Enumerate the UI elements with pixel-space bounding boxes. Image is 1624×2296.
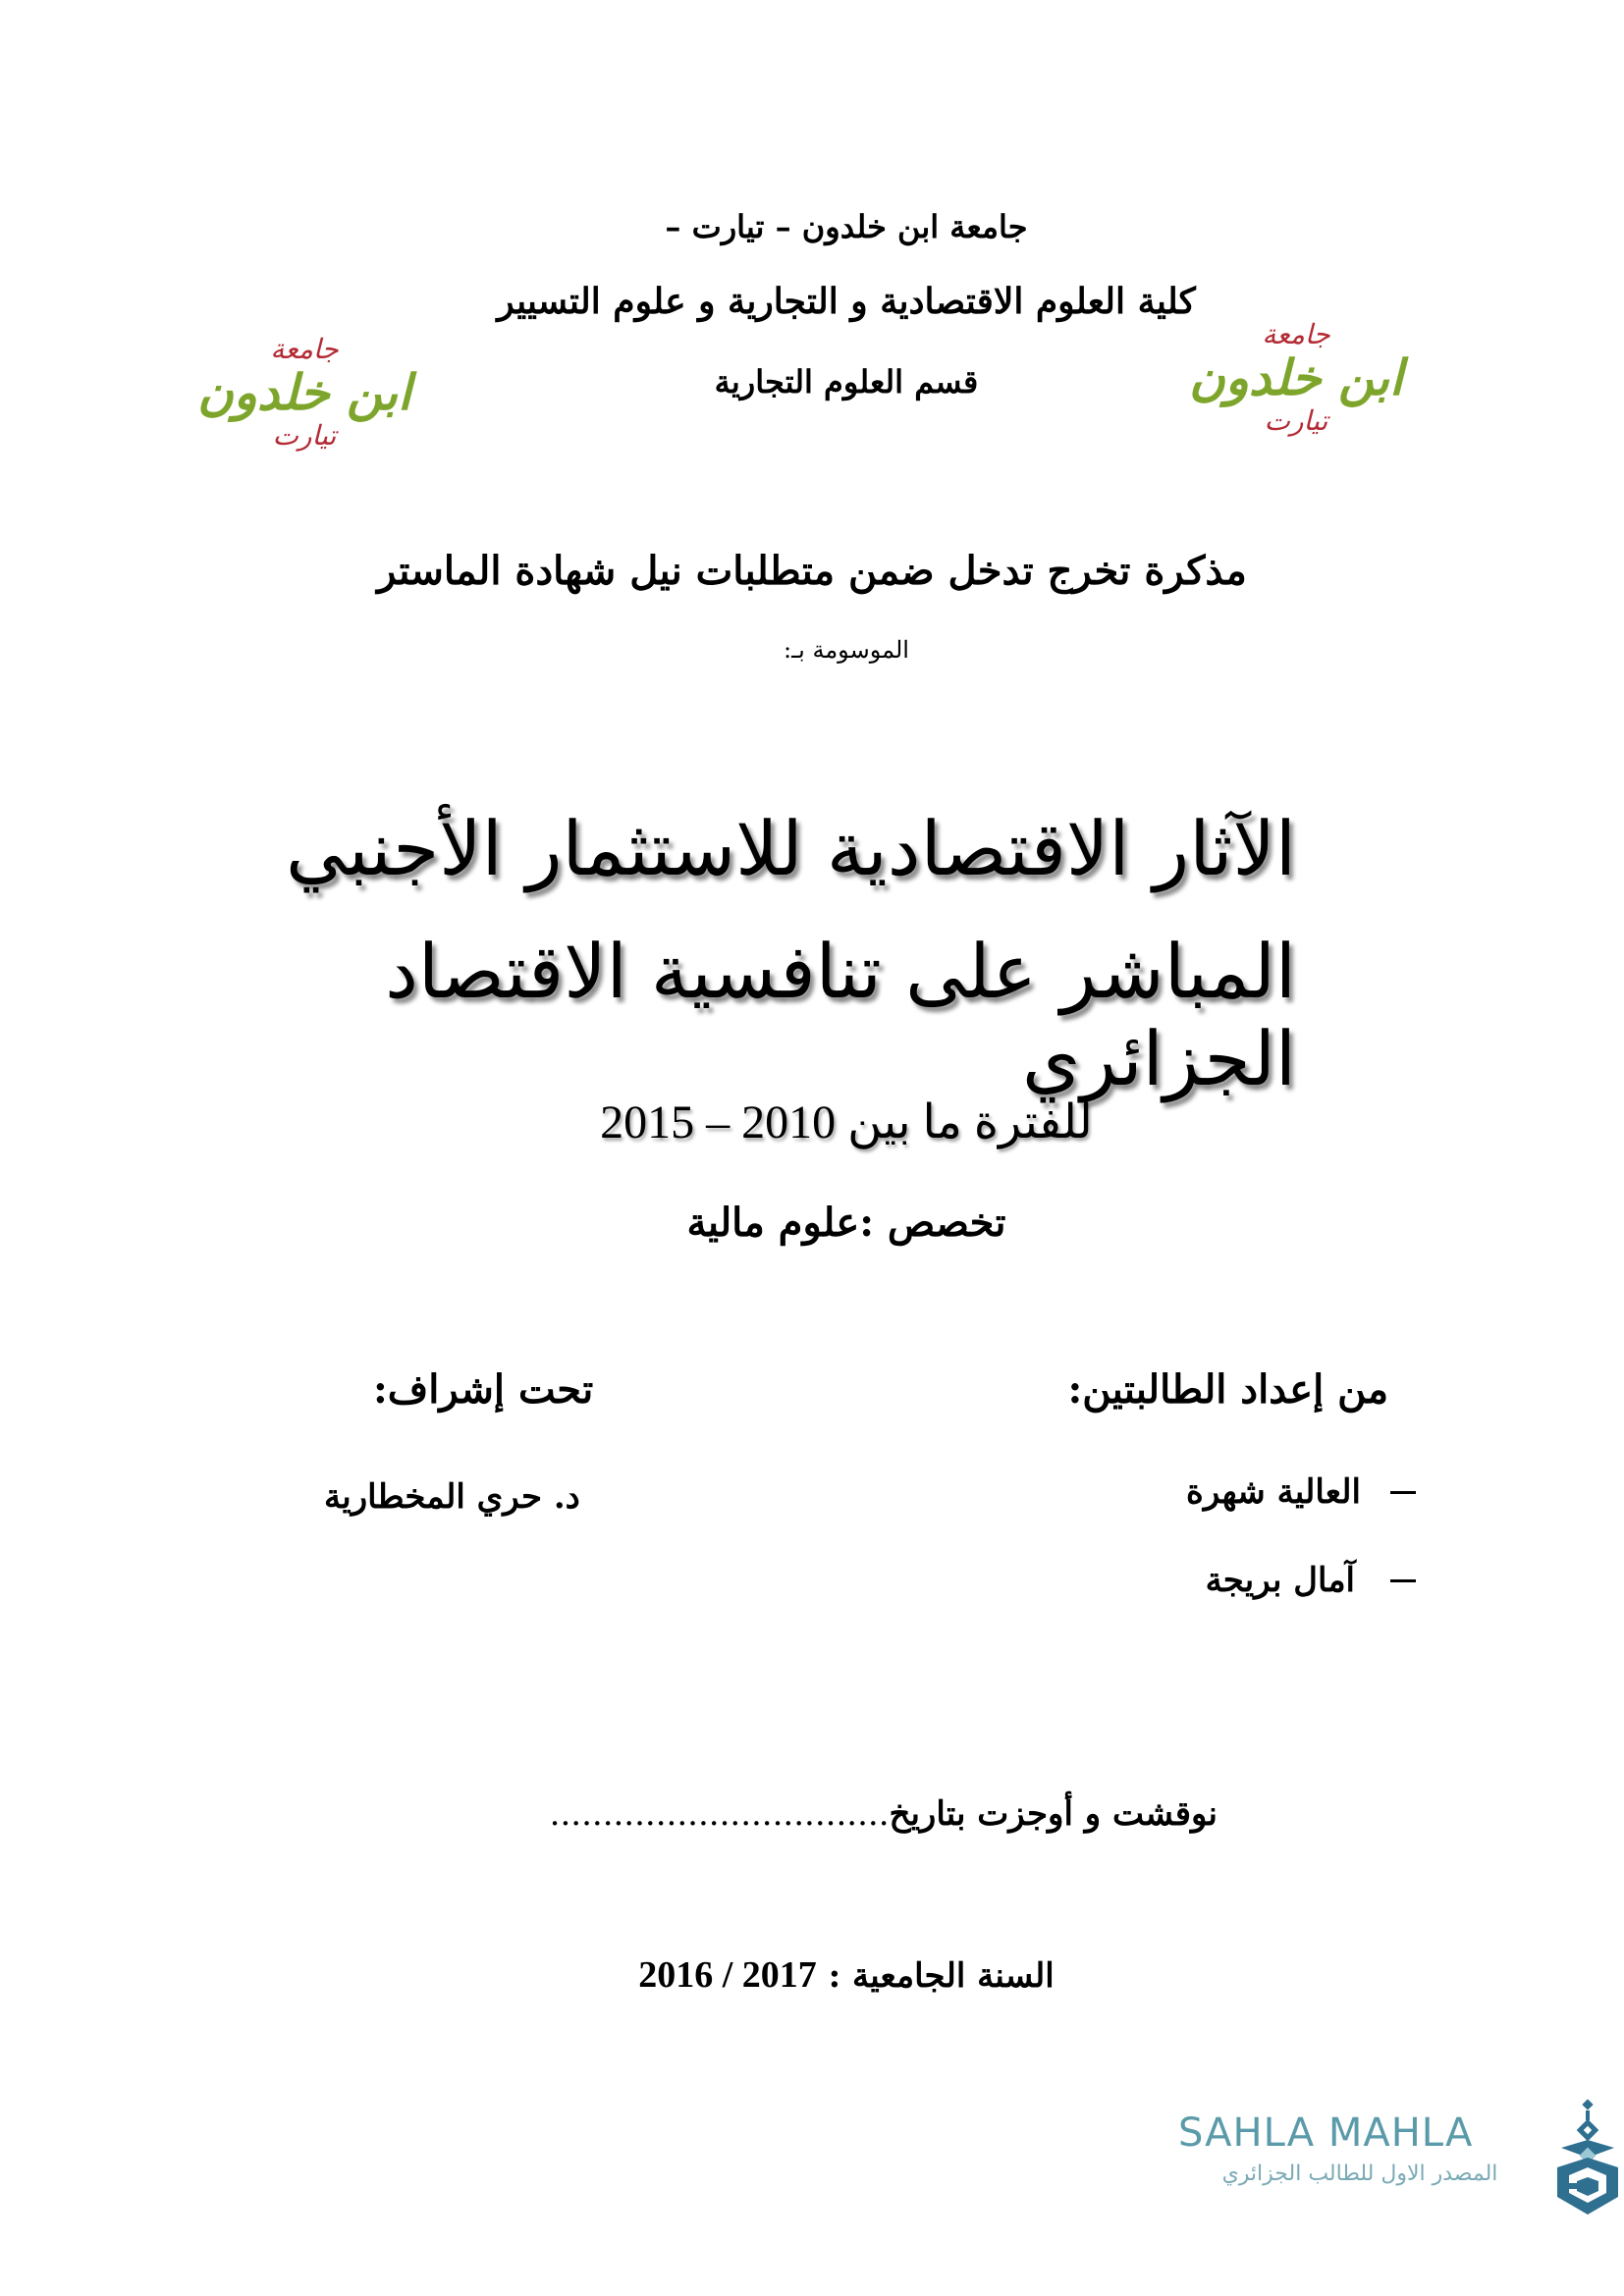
- student-name: آمال بريجة: [1205, 1561, 1355, 1600]
- department-name: قسم العلوم التجارية: [714, 363, 979, 400]
- thesis-title-line-1: الآثار الاقتصادية للاستثمار الأجنبي: [286, 805, 1296, 892]
- students-label: من إعداد الطالبتين:: [1067, 1366, 1388, 1413]
- supervisor-label: تحت إشراف:: [373, 1366, 594, 1413]
- memo-statement: مذكرة تخرج تدخل ضمن متطلبات نيل شهادة الماستر: [377, 548, 1247, 594]
- dash-bullet-icon: [1390, 1579, 1416, 1582]
- calligraphy-emblem-icon: [1553, 2099, 1622, 2216]
- academic-year-label: السنة الجامعية :: [828, 1956, 1055, 1996]
- study-period: للفترة ما بين 2010 – 2015: [600, 1096, 1093, 1148]
- sahla-mahla-watermark: [1178, 2110, 1620, 2238]
- student-item: [1186, 1472, 1416, 1512]
- student-name: العالية شهرة: [1186, 1472, 1361, 1512]
- specialty: تخصص :علوم مالية: [686, 1200, 1006, 1246]
- university-name: جامعة ابن خلدون – تيارت –: [665, 208, 1028, 245]
- defense-date-label: نوقشت و أوجزت بتاريخ: [889, 1794, 1218, 1834]
- logo-top-text: جامعة: [1262, 318, 1330, 350]
- academic-year-value: 2016 / 2017: [638, 1954, 817, 1996]
- academic-year: [0, 1953, 1624, 1997]
- watermark-title: SAHLA MAHLA: [1178, 2110, 1474, 2156]
- date-placeholder-dots: ................................: [549, 1794, 890, 1834]
- thesis-title-line-2: المباشر على تنافسية الاقتصاد الجزائري: [385, 928, 1296, 1102]
- watermark-subtitle: المصدر الاول للطالب الجزائري: [1221, 2162, 1498, 2186]
- logo-top-text: جامعة: [270, 333, 339, 365]
- university-logo-left: [187, 334, 422, 471]
- titled-label: الموسومة بـ:: [784, 636, 909, 664]
- dash-bullet-icon: [1390, 1491, 1416, 1494]
- logo-middle-text: ابن خلدون: [197, 363, 411, 421]
- university-logo-right: [1178, 319, 1414, 456]
- logo-bottom-text: تيارت: [1264, 404, 1328, 437]
- defense-date-line: [412, 1794, 1218, 1834]
- logo-middle-text: ابن خلدون: [1189, 348, 1403, 406]
- supervisor-name: د. حري المخطارية: [324, 1477, 580, 1517]
- student-item: [1206, 1561, 1416, 1600]
- faculty-name: كلية العلوم الاقتصادية و التجارية و علوم التسيير: [497, 281, 1196, 322]
- logo-bottom-text: تيارت: [272, 419, 337, 452]
